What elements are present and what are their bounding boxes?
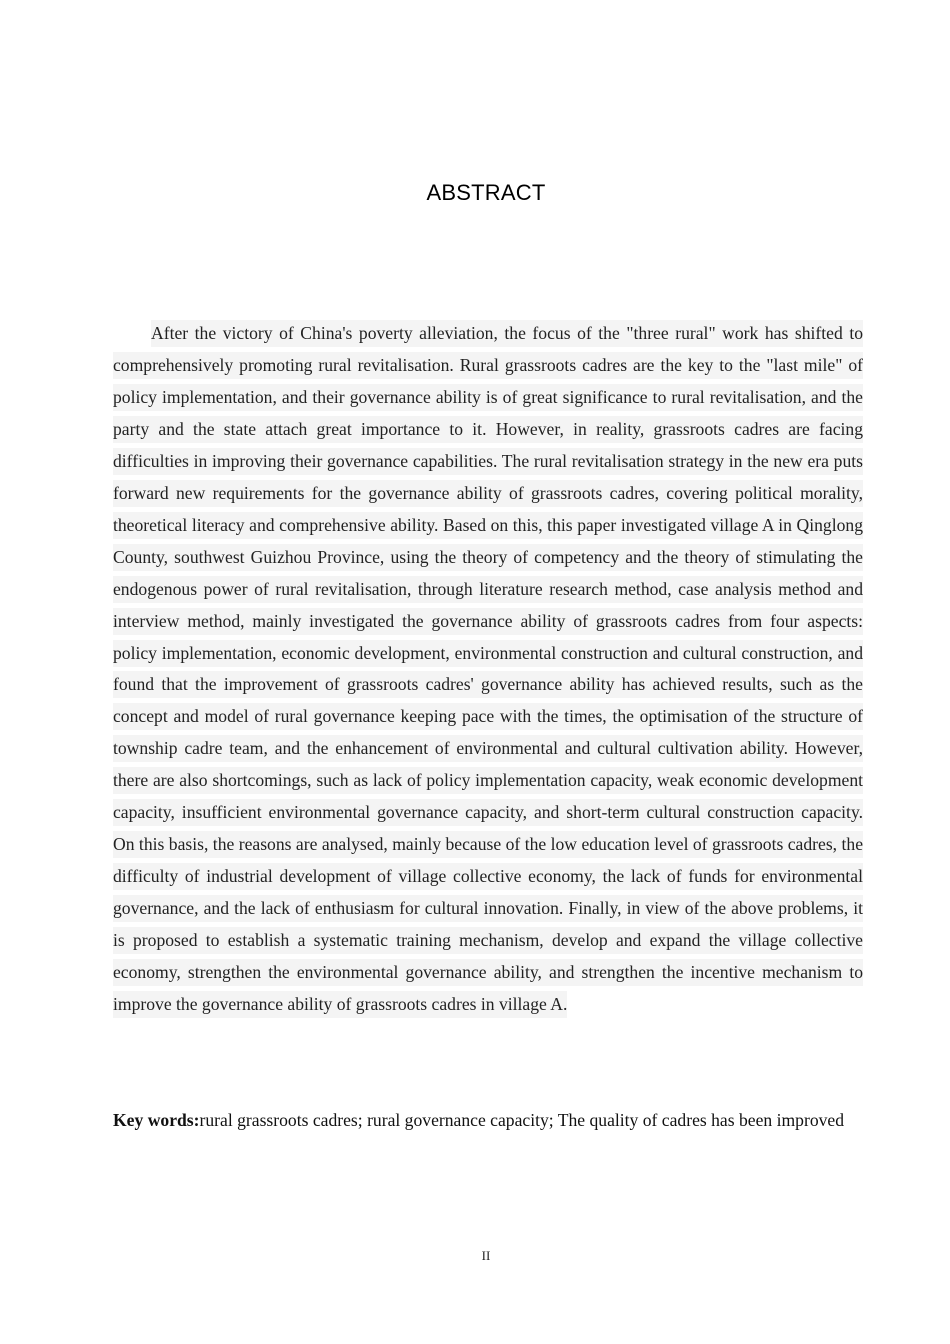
abstract-paragraph [113,318,863,1021]
keywords-label: Key words: [113,1110,200,1130]
page-number: II [481,1248,491,1263]
page-title: ABSTRACT [426,180,546,205]
keywords [113,1106,859,1135]
keywords-text: rural grassroots cadres; rural governance capacity; The quality of cadres has been improved [199,1110,845,1130]
abstract-text: After the victory of China's poverty alleviation, the focus of the "three rural" work has shifted to comprehensively promoting rural revitalisation. Rural grassroots cadres are the key to the "last mile" of policy implementation, and their governance ability is of great significance to rural revitalisation, and the party and the state attach great importance to it. However, in reality, grassroots cadres are facing difficulties in improving their governance capabilities. The rural revitalisation strategy in the new era puts forward new requirements for the governance ability of grassroots cadres, covering political morality, theoretical literacy and comprehensive ability. Based on this, this paper investigated village A in Qinglong County, southwest Guizhou Province, using the theory of competency and the theory of stimulating the endogenous power of rural revitalisation, through literature research method, case analysis method and interview method, mainly investigated the governance ability of grassroots cadres from four aspects: policy implementation, economic development, environmental construction and cultural construction, and found that the improvement of grassroots cadres' governance ability has achieved results, such as the concept and model of rural governance keeping pace with the times, the optimisation of the structure of township cadre team, and the enhancement of environmental and cultural cultivation ability. However, there are also shortcomings, such as lack of policy implementation capacity, weak economic development capacity, insufficient environmental governance capacity, and short-term cultural construction capacity. On this basis, the reasons are analysed, mainly because of the low education level of grassroots cadres, the difficulty of industrial development of village collective economy, the lack of funds for environmental governance, and the lack of enthusiasm for cultural innovation. Finally, in view of the above problems, it is proposed to establish a systematic training mechanism, develop and expand the village collective economy, strengthen the environmental governance ability, and strengthen the incentive mechanism to improve the governance ability of grassroots cadres in village A. [113,320,863,1018]
